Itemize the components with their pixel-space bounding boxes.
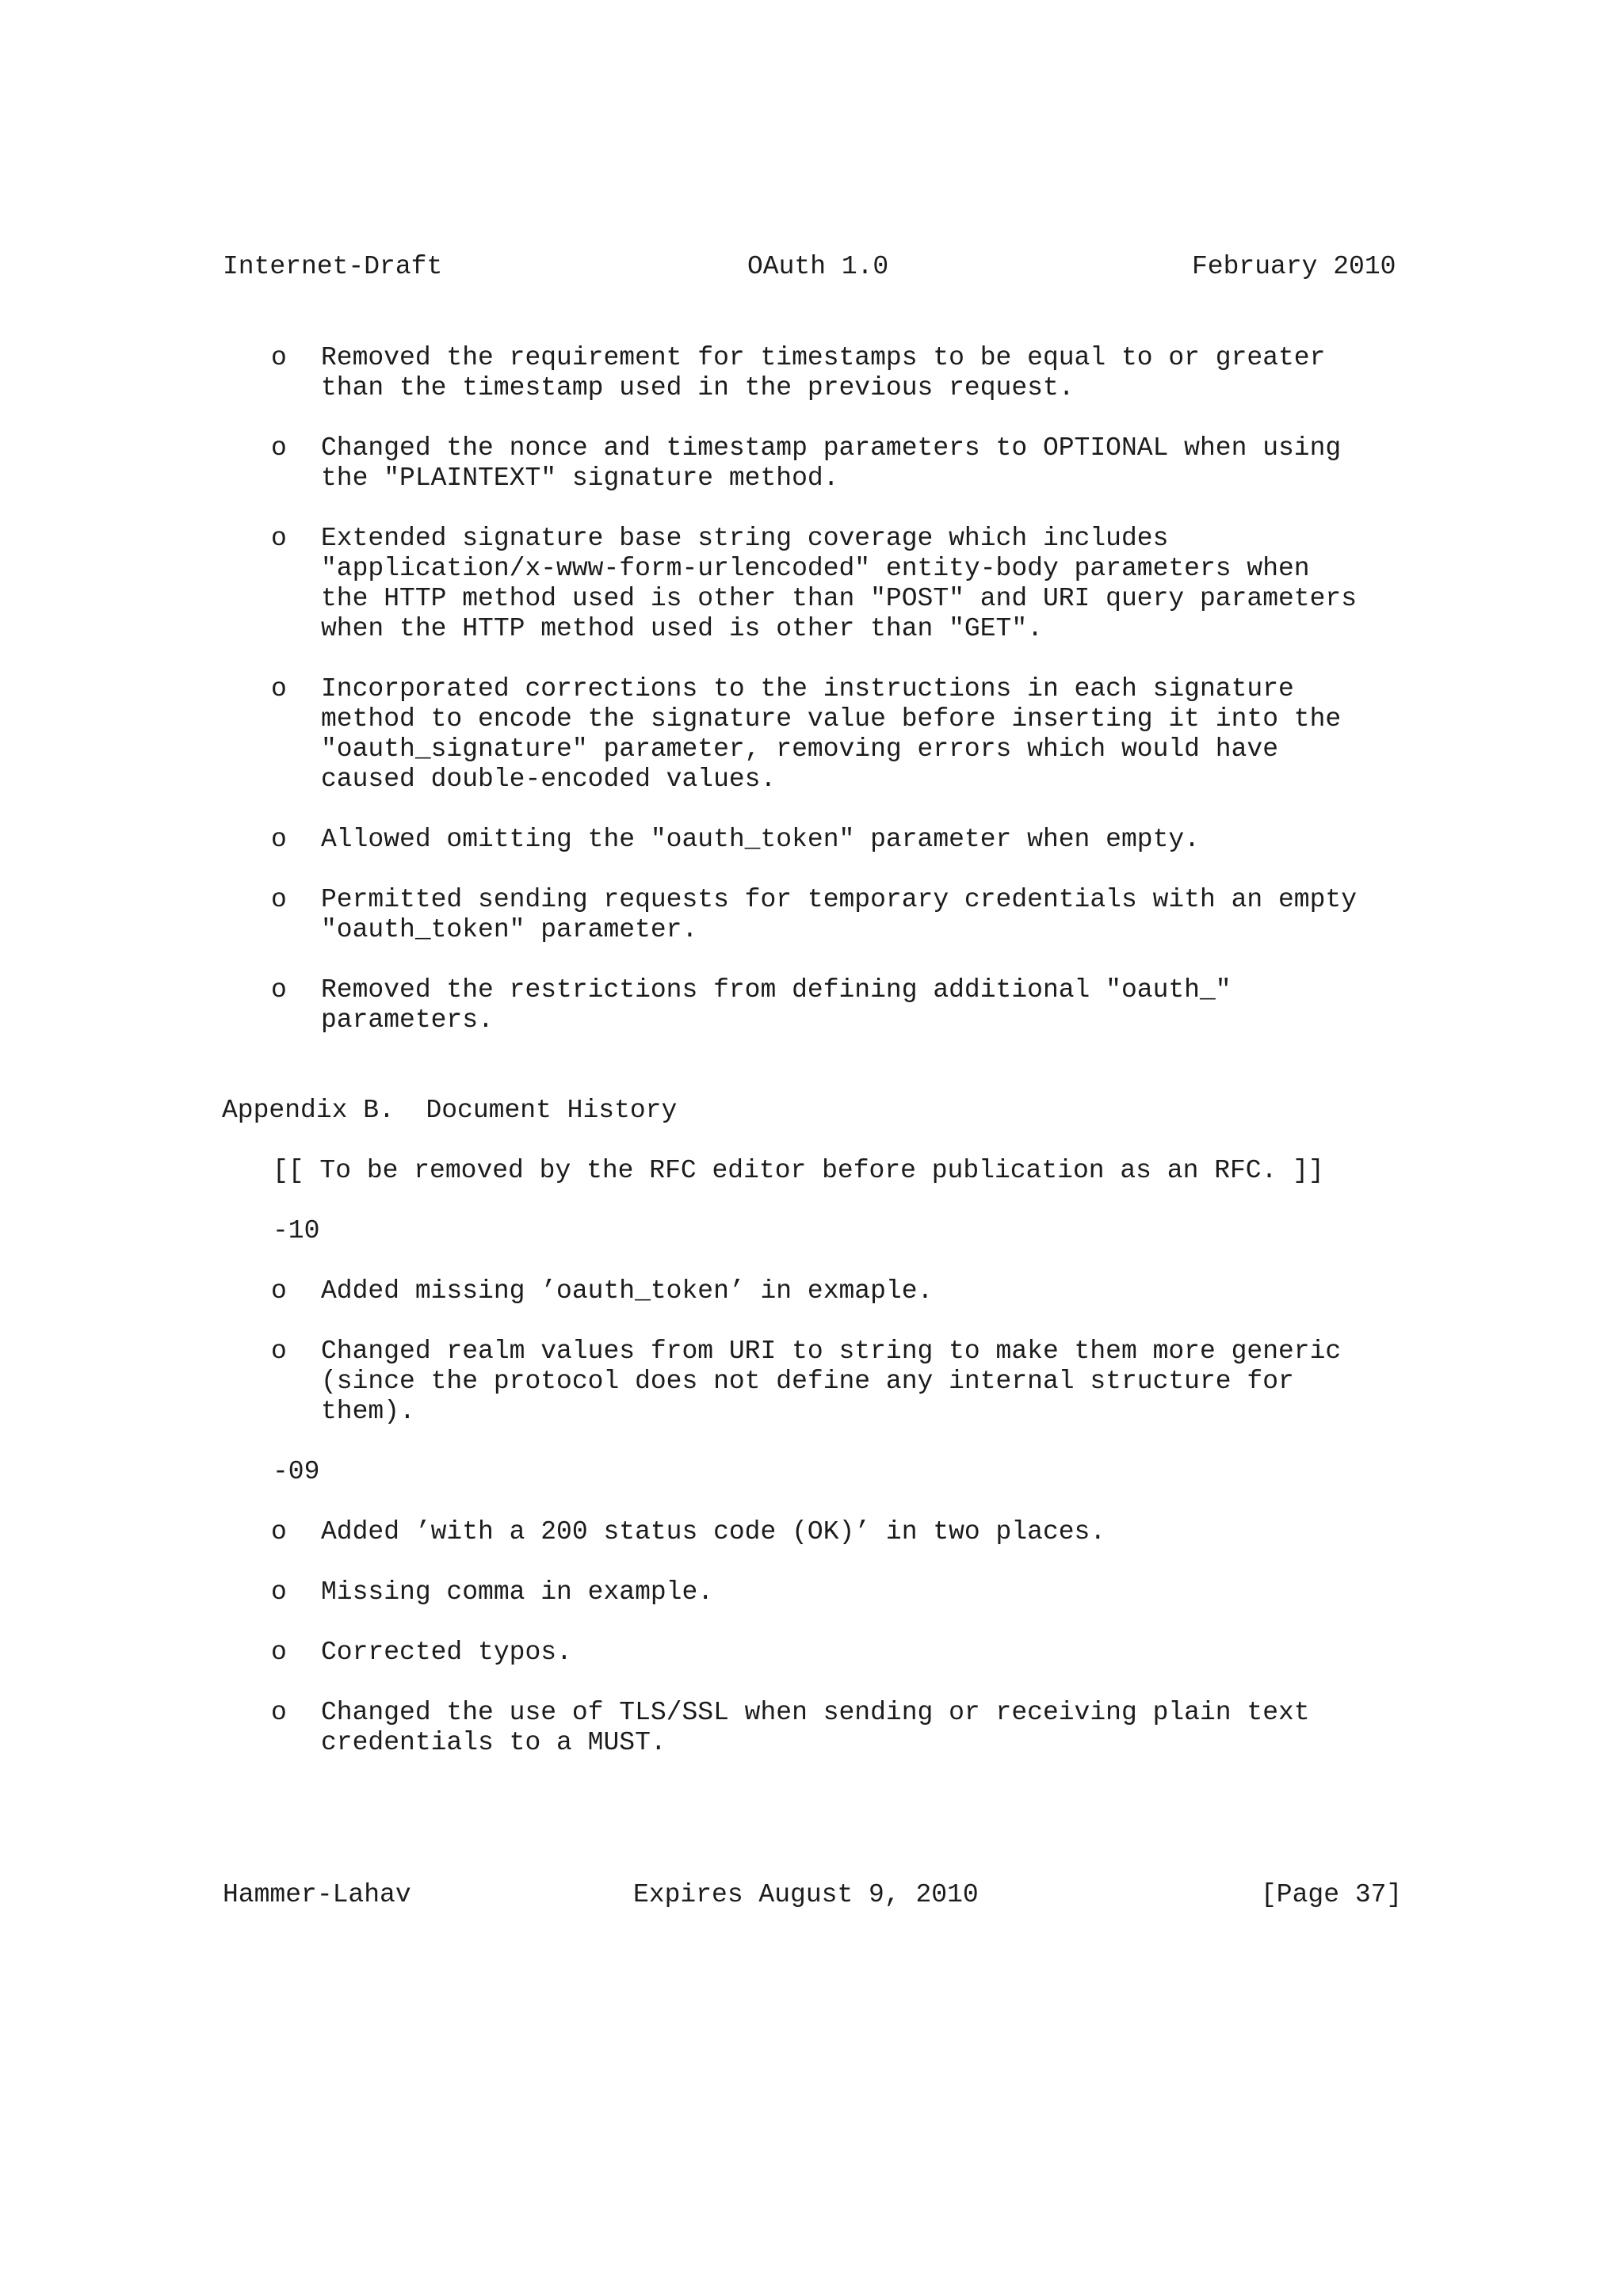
list-item-line: parameters. (321, 1005, 494, 1035)
list-item-line: Removed the restrictions from defining additional "oauth_" (321, 975, 1232, 1005)
page-number: [Page 37] (1261, 1880, 1403, 1909)
list-item-line: credentials to a MUST. (321, 1728, 666, 1757)
footer-author: Hammer-Lahav (223, 1880, 411, 1909)
list-bullet: o (271, 674, 287, 704)
list-item-line: the "PLAINTEXT" signature method. (321, 463, 839, 493)
list-bullet: o (271, 1517, 287, 1547)
version-label: -09 (273, 1457, 320, 1486)
list-item-line: them). (321, 1397, 415, 1426)
version-label: -10 (273, 1216, 320, 1245)
list-item-line: method to encode the signature value before inserting it into the (321, 704, 1342, 734)
list-item-line: than the timestamp used in the previous request. (321, 373, 1075, 402)
list-item-line: caused double-encoded values. (321, 765, 777, 794)
list-bullet: o (271, 1577, 287, 1607)
list-item-line: "oauth_token" parameter. (321, 915, 698, 944)
list-item-line: Permitted sending requests for temporary credentials with an empty (321, 885, 1358, 914)
list-bullet: o (271, 1638, 287, 1667)
header-date: February 2010 (1192, 252, 1396, 281)
list-item-line: the HTTP method used is other than "POST" and URI query parameters (321, 584, 1358, 613)
list-item-line: "application/x-www-form-urlencoded" entity-body parameters when (321, 554, 1310, 583)
list-bullet: o (271, 825, 287, 854)
list-bullet: o (271, 433, 287, 463)
list-bullet: o (271, 1337, 287, 1366)
list-item-line: Removed the requirement for timestamps to be equal to or greater (321, 343, 1326, 372)
list-item-line: Changed the nonce and timestamp parameters to OPTIONAL when using (321, 433, 1342, 463)
header-title: OAuth 1.0 (747, 252, 889, 281)
list-item-line: Missing comma in example. (321, 1577, 714, 1607)
list-item-line: Incorporated corrections to the instructions in each signature (321, 674, 1294, 704)
footer-expiry: Expires August 9, 2010 (633, 1880, 979, 1909)
list-bullet: o (271, 885, 287, 914)
list-item-line: Added missing ’oauth_token’ in exmaple. (321, 1276, 934, 1306)
list-item-line: when the HTTP method used is other than "GET". (321, 614, 1043, 643)
list-bullet: o (271, 1698, 287, 1727)
list-item-line: (since the protocol does not define any internal structure for (321, 1367, 1294, 1396)
list-item-line: Changed the use of TLS/SSL when sending or receiving plain text (321, 1698, 1310, 1727)
list-item-line: "oauth_signature" parameter, removing errors which would have (321, 734, 1278, 764)
list-item-line: Allowed omitting the "oauth_token" parameter when empty. (321, 825, 1200, 854)
editor-note: [[ To be removed by the RFC editor before publication as an RFC. ]] (273, 1156, 1324, 1185)
list-item-line: Added ’with a 200 status code (OK)’ in two places. (321, 1517, 1106, 1547)
list-bullet: o (271, 1276, 287, 1306)
list-item-line: Extended signature base string coverage which includes (321, 524, 1169, 553)
list-bullet: o (271, 524, 287, 553)
header-left: Internet-Draft (223, 252, 443, 281)
section-heading: Appendix B. Document History (222, 1096, 678, 1125)
list-item-line: Changed realm values from URI to string to make them more generic (321, 1337, 1342, 1366)
list-bullet: o (271, 343, 287, 372)
list-bullet: o (271, 975, 287, 1005)
list-item-line: Corrected typos. (321, 1638, 572, 1667)
